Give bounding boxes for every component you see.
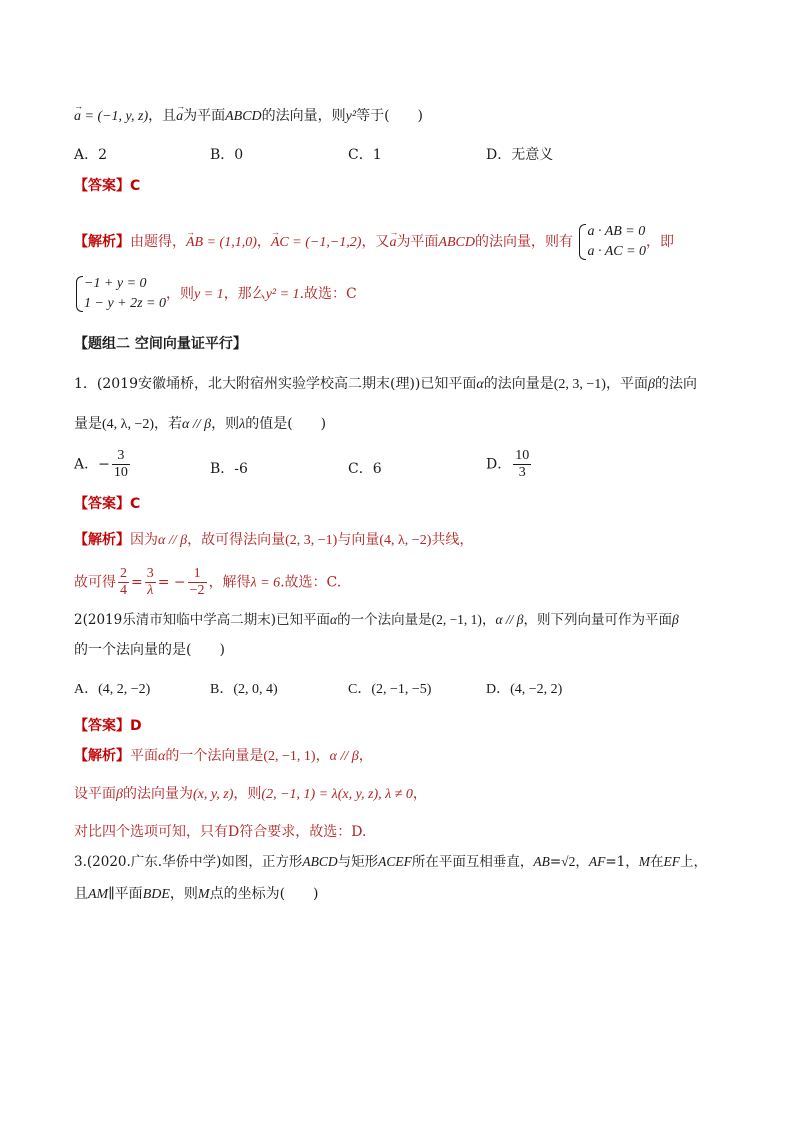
math-expr: → a = (−1, y, z) (74, 107, 148, 127)
section-title: 【题组二 空间向量证平行】 (74, 336, 247, 352)
option-a: A．2 (74, 147, 108, 163)
option-b: B．0 (210, 147, 244, 163)
question-line: → a = (−1, y, z)，且→ a为平面ABCD的法向量，则y²等于( ) (74, 106, 423, 127)
analysis-tag: 【解析】 (74, 532, 130, 548)
question-line: 的一个法向量的是( ) (74, 642, 225, 658)
question-line: 量是(4, λ, −2)，若α // β，则λ的值是( ) (74, 416, 327, 432)
answer-tag: 【答案】 (74, 178, 130, 194)
analysis-tag: 【解析】 (74, 748, 130, 764)
equation-system: a · AB = 0 a · AC = 0 (577, 222, 646, 262)
option-d: D．无意义 (486, 147, 554, 163)
option-c: C．6 (348, 461, 382, 477)
question-line: 2(2019乐清市知临中学高二期末)已知平面α的一个法向量是(2, −1, 1)，α // β，则下列向量可作为平面β (74, 612, 679, 628)
analysis-tag: 【解析】 (74, 234, 130, 250)
equation-system: −1 + y = 0 1 − y + 2z = 0 (74, 274, 166, 314)
analysis-line: −1 + y = 0 1 − y + 2z = 0 ，则y = 1，那么y² = 1.故选：C (74, 274, 357, 314)
analysis-line: 设平面β的法向量为(x, y, z)，则(2, −1, 1) = λ(x, y, z), λ ≠ 0， (74, 786, 427, 802)
option-b: B．-6 (210, 461, 248, 477)
analysis-line: 对比四个选项可知，只有D符合要求，故选：D. (74, 824, 367, 840)
question-line: 且AM∥平面BDE，则M点的坐标为( ) (74, 886, 319, 902)
answer-line (74, 494, 140, 514)
option-c: C．1 (348, 147, 382, 163)
answer-value: C (130, 178, 141, 194)
answer-value: D (130, 718, 142, 734)
answer-tag: 【答案】 (74, 718, 130, 734)
option-a: A．(4, 2, −2) (74, 682, 151, 697)
option-a: A．− $\frac{3}{10}$ (74, 448, 128, 480)
option-d: D． $\frac{10}{3}$ (486, 448, 530, 480)
option-b: B．(2, 0, 4) (210, 682, 278, 697)
answer-line (74, 716, 142, 736)
answer-line (74, 176, 140, 196)
answer-value: C (130, 496, 141, 512)
question-line: 1．(2019安徽埇桥，北大附宿州实验学校高二期末(理))已知平面α的法向量是(2, 3, −1)，平面β的法向 (74, 376, 697, 392)
analysis-line: 【解析】平面α的一个法向量是(2, −1, 1)，α // β， (74, 748, 373, 764)
analysis-line: 故可得 $\frac{2}{4}$ = $\frac{3}{\lambda}$ = − $\frac{1}{-2}$ ，解得λ = 6.故选：C. (74, 566, 342, 598)
analysis-line: 【解析】由题得，→ AB = (1,1,0)，→ AC = (−1,−1,2)，又→ a为平面ABCD的法向量，则有 a · AB = 0 a · AC = 0 ，即 (74, 222, 674, 262)
option-d: D．(4, −2, 2) (486, 682, 563, 697)
analysis-line: 【解析】因为α // β，故可得法向量(2, 3, −1)与向量(4, λ, −2)共线， (74, 532, 474, 548)
question-line: 3.(2020.广东.华侨中学)如图，正方形ABCD与矩形ACEF所在平面互相垂直，AB=√2，AF=1，M在EF上， (74, 854, 707, 870)
option-c: C．(2, −1, −5) (348, 682, 432, 697)
answer-tag: 【答案】 (74, 496, 130, 512)
